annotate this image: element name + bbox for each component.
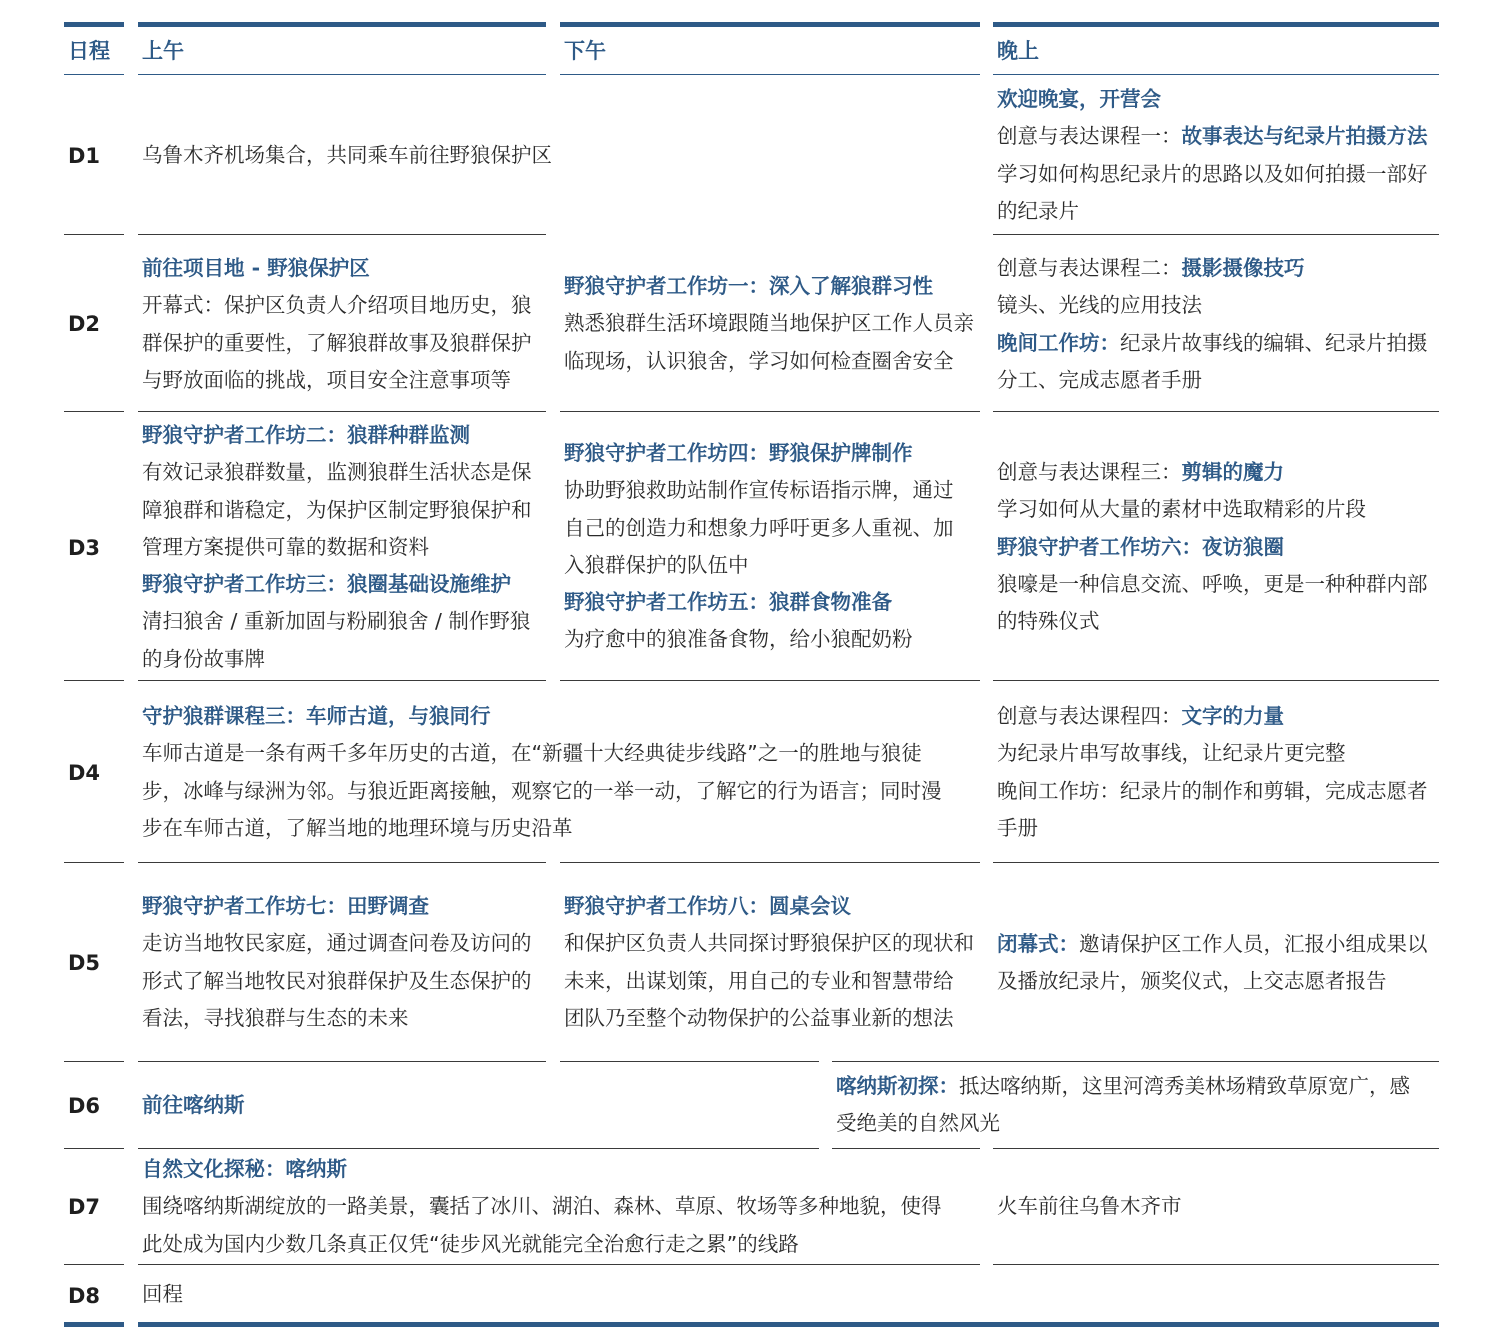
header-evening: 晚上	[997, 39, 1039, 63]
top-rule	[64, 22, 124, 27]
row-rule	[993, 1148, 1439, 1149]
day-label: D5	[68, 951, 101, 975]
row-rule	[560, 1061, 819, 1062]
day-label: D4	[68, 761, 101, 785]
day-label: D6	[68, 1094, 101, 1118]
top-rule	[560, 22, 980, 27]
row-rule	[138, 1061, 546, 1062]
day-label: D7	[68, 1195, 101, 1219]
d2-morning: 前往项目地 - 野狼保护区 开幕式：保护区负责人介绍项目地历史，狼 群保护的重要性，了解狼群故事及狼群保护 与野放面临的挑战，项目安全注意事项等	[142, 256, 532, 392]
header-morning: 上午	[142, 39, 184, 63]
row-rule	[138, 862, 546, 863]
row-rule	[560, 680, 980, 681]
row-rule	[64, 680, 124, 681]
row-rule	[560, 862, 980, 863]
d5-afternoon: 野狼守护者工作坊八：圆桌会议 和保护区负责人共同探讨野狼保护区的现状和 未来，出谋划策，用自己的专业和智慧带给 团队乃至整个动物保护的公益事业新的想法	[564, 894, 974, 1030]
header-rule	[560, 74, 980, 75]
row-rule	[138, 1148, 819, 1149]
row-rule	[64, 1061, 124, 1062]
header-rule	[64, 74, 124, 75]
row-rule	[993, 680, 1439, 681]
d4-evening: 创意与表达课程四：文字的力量 为纪录片串写故事线，让纪录片更完整 晚间工作坊：纪录片的制作和剪辑，完成志愿者 手册	[997, 704, 1428, 840]
row-rule	[832, 1061, 1439, 1062]
row-rule	[832, 1148, 980, 1149]
row-rule	[560, 411, 980, 412]
row-rule	[138, 680, 546, 681]
bottom-rule	[64, 1322, 124, 1327]
top-rule	[993, 22, 1439, 27]
day-label: D3	[68, 536, 101, 560]
row-rule	[64, 411, 124, 412]
row-rule	[64, 1264, 124, 1265]
header-rule	[138, 74, 546, 75]
d8-day: 回程	[142, 1282, 183, 1306]
row-rule	[993, 862, 1439, 863]
d1-evening: 欢迎晚宴，开营会 创意与表达课程一：故事表达与纪录片拍摄方法 学习如何构思纪录片的思路以及如何拍摄一部好 的纪录片	[997, 81, 1428, 230]
d3-evening: 创意与表达课程三：剪辑的魔力 学习如何从大量的素材中选取精彩的片段 野狼守护者工作坊六：夜访狼圈 狼嚎是一种信息交流、呼唤，更是一种种群内部 的特殊仪式	[997, 460, 1428, 634]
row-rule	[64, 862, 124, 863]
row-rule	[993, 1264, 1439, 1265]
day-label: D8	[68, 1284, 101, 1308]
d3-morning: 野狼守护者工作坊二：狼群种群监测 有效记录狼群数量，监测狼群生活状态是保 障狼群和谐稳定，为保护区制定野狼保护和 管理方案提供可靠的数据和资料 野狼守护者工作坊三：狼圈基础设施维护 清扫狼舍 / 重新加固与粉刷狼舍 / 制作野狼 的身份故事牌	[142, 423, 532, 671]
day-label: D1	[68, 144, 101, 168]
d2-evening: 创意与表达课程二：摄影摄像技巧 镜头、光线的应用技法 晚间工作坊：纪录片故事线的编辑、纪录片拍摄 分工、完成志愿者手册	[997, 256, 1428, 392]
row-rule	[64, 234, 124, 235]
day-label: D2	[68, 312, 101, 336]
row-rule	[64, 1148, 124, 1149]
row-rule	[138, 234, 546, 235]
d3-afternoon: 野狼守护者工作坊四：野狼保护牌制作 协助野狼救助站制作宣传标语指示牌，通过 自己的创造力和想象力呼吁更多人重视、加 入狼群保护的队伍中 野狼守护者工作坊五：狼群食物准备 为疗愈中的狼准备食物，给小狼配奶粉	[564, 441, 954, 652]
row-rule	[138, 1264, 980, 1265]
header-afternoon: 下午	[564, 39, 606, 63]
header-rule	[993, 74, 1439, 75]
d6-morning: 前往喀纳斯	[142, 1093, 245, 1117]
d7-evening: 火车前往乌鲁木齐市	[997, 1194, 1182, 1218]
row-rule	[138, 411, 546, 412]
d5-evening: 闭幕式：邀请保护区工作人员，汇报小组成果以 及播放纪录片，颁奖仪式，上交志愿者报告	[997, 932, 1428, 994]
d5-morning: 野狼守护者工作坊七：田野调查 走访当地牧民家庭，通过调查问卷及访问的 形式了解当地牧民对狼群保护及生态保护的 看法，寻找狼群与生态的未来	[142, 894, 532, 1030]
header-day: 日程	[68, 39, 110, 63]
d7-day: 自然文化探秘：喀纳斯 围绕喀纳斯湖绽放的一路美景，囊括了冰川、湖泊、森林、草原、牧场等多种地貌，使得 此处成为国内少数几条真正仅凭“徒步风光就能完全治愈行走之累”的线路	[142, 1157, 942, 1256]
bottom-rule	[138, 1322, 1439, 1327]
d4-day: 守护狼群课程三：车师古道，与狼同行 车师古道是一条有两千多年历史的古道，在“新疆十大经典徒步线路”之一的胜地与狼徒 步，冰峰与绿洲为邻。与狼近距离接触，观察它的一举一动，了解它的行为语言；同时漫 步在车师古道，了解当地的地理环境与历史沿革	[142, 704, 942, 840]
row-rule	[993, 411, 1439, 412]
cell-title: 欢迎晚宴，开营会	[997, 87, 1161, 111]
d2-afternoon: 野狼守护者工作坊一：深入了解狼群习性 熟悉狼群生活环境跟随当地保护区工作人员亲 临现场，认识狼舍，学习如何检查圈舍安全	[564, 274, 974, 373]
d6-afternoon: 喀纳斯初探：抵达喀纳斯，这里河湾秀美林场精致草原宽广，感 受绝美的自然风光	[836, 1074, 1410, 1136]
top-rule	[138, 22, 546, 27]
d1-morning: 乌鲁木齐机场集合，共同乘车前往野狼保护区	[142, 143, 552, 167]
row-rule	[993, 234, 1439, 235]
